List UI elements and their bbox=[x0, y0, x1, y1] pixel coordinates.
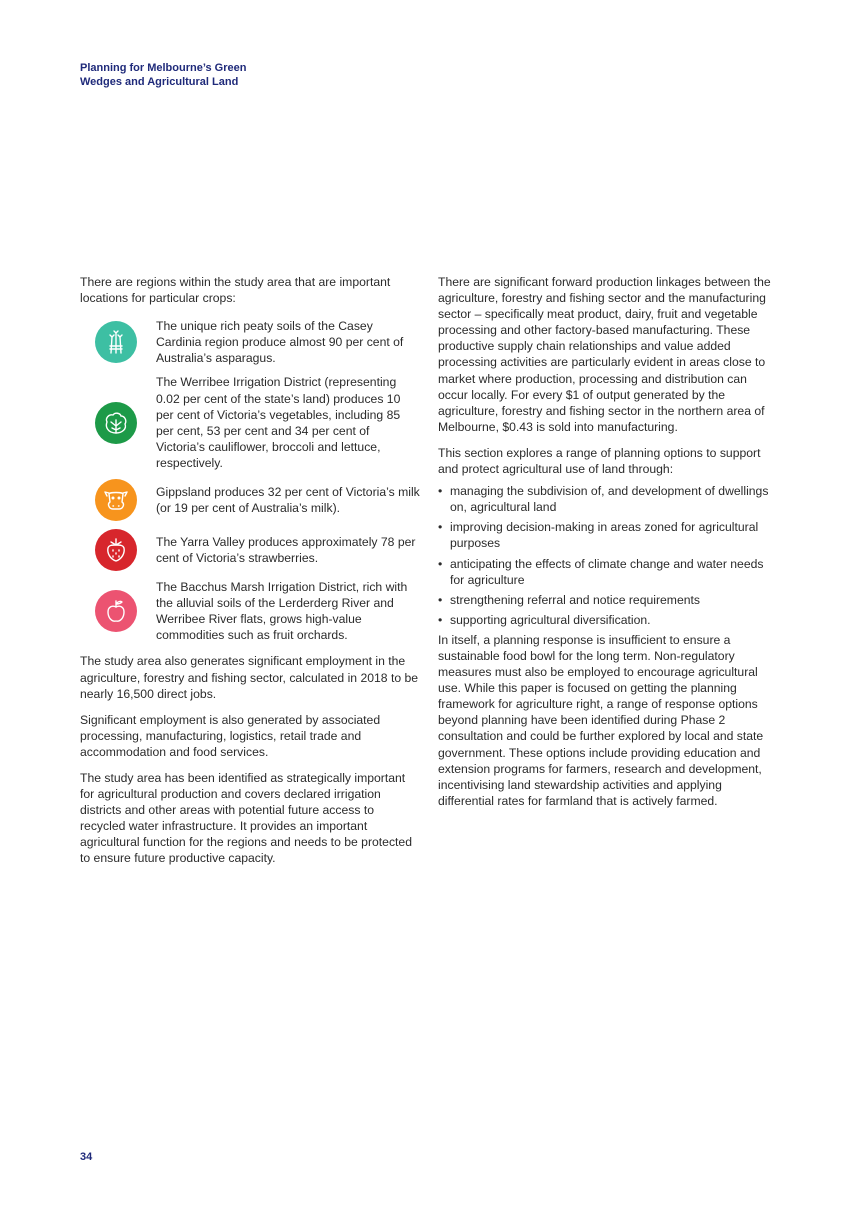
crop-item-fruit bbox=[80, 579, 420, 643]
asparagus-icon bbox=[95, 321, 137, 363]
employment-paragraph: The study area also generates significant employment in the agriculture, forestry and fishing sector, calculated in 2018 to be nearly 16,500 direct jobs. bbox=[80, 654, 419, 701]
non-regulatory-paragraph: In itself, a planning response is insufficient to ensure a sustainable food bowl for the long term. Non-regulatory measures must also be employed to encourage agricultural use. While this paper is focused on getting the planning framework for agriculture right, a range of response options beyond planning have been identified during Phase 2 consultation and could be further explored by local and state government. These options include providing education and extension programs for farmers, research and development, incentivising land stewardship activities and applying differential rates for farmland that is actively farmed. bbox=[438, 632, 764, 808]
intro-paragraph: There are regions within the study area that are important locations for particular crops: bbox=[80, 275, 391, 306]
crop-text-asparagus: The unique rich peaty soils of the Casey Cardinia region produce almost 90 per cent of Australia’s asparagus. bbox=[156, 319, 404, 366]
section-intro-paragraph: This section explores a range of planning options to support and protect agricultural use of land through: bbox=[438, 445, 761, 477]
list-item: • improving decision-making in areas zoned for agricultural purposes bbox=[438, 519, 774, 551]
crop-list bbox=[80, 318, 420, 643]
list-item: • supporting agricultural diversification. bbox=[438, 612, 774, 628]
cow-icon bbox=[95, 479, 137, 521]
crop-text-vegetables: The Werribee Irrigation District (representing 0.02 per cent of the state’s land) produces 10 per cent of Victoria’s vegetables, including 85 per cent, 53 per cent and 34 per cent of Victoria’s cauliflower, broccoli and lettuce, respectively. bbox=[156, 375, 401, 470]
left-column bbox=[80, 274, 420, 877]
list-item: • managing the subdivision of, and development of dwellings on, agricultural land bbox=[438, 483, 774, 515]
strawberry-icon bbox=[95, 529, 137, 571]
header-line-2: Wedges and Agricultural Land bbox=[80, 76, 239, 88]
crop-text-fruit: The Bacchus Marsh Irrigation District, rich with the alluvial soils of the Lerderderg River and Werribee River flats, grows high-value commodities such as fruit orchards. bbox=[156, 580, 408, 643]
strategic-importance-paragraph: The study area has been identified as strategically important for agricultural production and covers declared irrigation districts and other areas with potential future access to recycled water infrastructure. It provides an important agricultural function for the regions and needs to be protected to ensure future productive capacity. bbox=[80, 770, 412, 866]
crop-item-milk bbox=[80, 479, 420, 521]
list-item: • anticipating the effects of climate change and water needs for agriculture bbox=[438, 556, 774, 588]
crop-text-strawberries: The Yarra Valley produces approximately 78 per cent of Victoria’s strawberries. bbox=[156, 534, 416, 566]
associated-employment-paragraph: Significant employment is also generated by associated processing, manufacturing, logistics, retail trade and accommodation and food services. bbox=[80, 712, 381, 759]
crop-item-asparagus bbox=[80, 318, 420, 366]
crop-text-milk: Gippsland produces 32 per cent of Victoria’s milk (or 19 per cent of Australia’s milk). bbox=[156, 484, 420, 516]
header-line-1: Planning for Melbourne’s Green bbox=[80, 62, 247, 74]
apple-icon bbox=[95, 590, 137, 632]
lettuce-icon bbox=[95, 402, 137, 444]
planning-options-list bbox=[438, 483, 774, 628]
linkages-paragraph: There are significant forward production linkages between the agriculture, forestry and fishing sector and the manufacturing sector – specifically meat product, dairy, fruit and vegetable processing and other factory-based manufacturing. These productive supply chain relationships and value added processing activities are particularly evident in areas close to market where production, processing and distribution can occur locally. For every $1 of output generated by the agriculture, forestry and fishing sector in the northern area of Melbourne, $0.43 is sold into manufacturing. bbox=[438, 275, 771, 434]
right-column bbox=[438, 274, 774, 819]
list-item: • strengthening referral and notice requirements bbox=[438, 592, 774, 608]
crop-item-strawberries bbox=[80, 529, 420, 571]
page-number: 34 bbox=[80, 1151, 93, 1163]
crop-item-vegetables bbox=[80, 374, 420, 471]
running-header bbox=[80, 61, 300, 89]
